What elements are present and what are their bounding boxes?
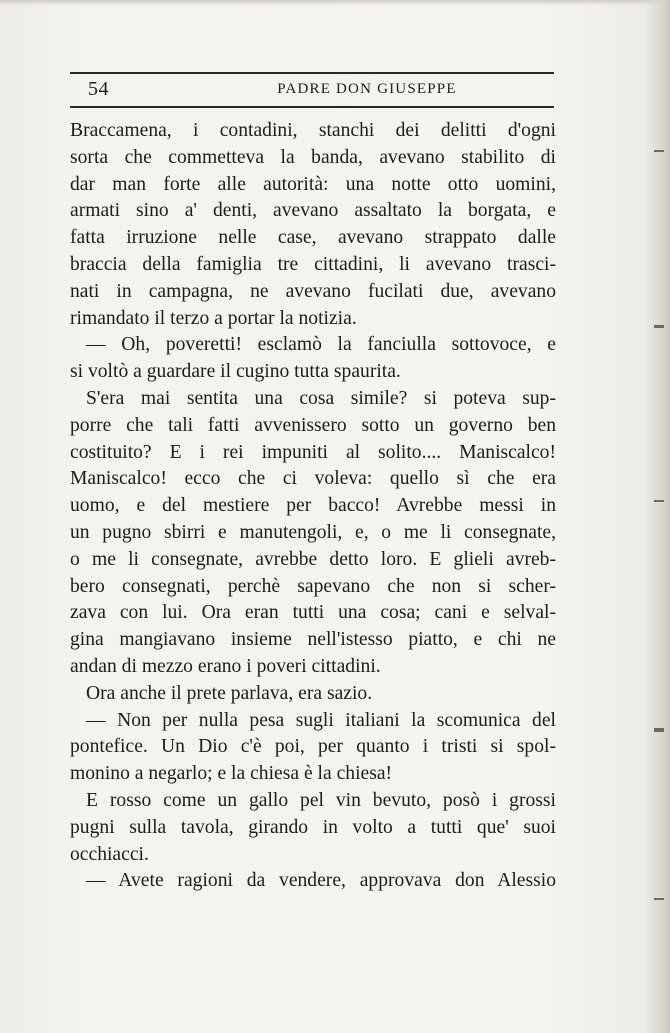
text-line: costituito? E i rei impuniti al solito.... Maniscalco! — [70, 441, 556, 463]
margin-mark — [654, 728, 664, 732]
text-line: nati in campagna, ne avevano fucilati due, avevano — [70, 280, 556, 302]
text-line: andan di mezzo erano i poveri cittadini. — [70, 655, 381, 677]
text-line: sorta che commetteva la banda, avevano stabilito di — [70, 146, 556, 168]
text-line: rimandato il terzo a portar la notizia. — [70, 307, 357, 329]
text-line: armati sino a' denti, avevano assaltato la borgata, e — [70, 200, 556, 222]
running-header — [70, 72, 554, 110]
text-line: — Non per nulla pesa sugli italiani la scomunica del — [86, 709, 556, 731]
text-line: si voltò a guardare il cugino tutta spaurita. — [70, 361, 401, 383]
text-line: uomo, e del mestiere per bacco! Avrebbe messi in — [70, 495, 556, 517]
text-line: Braccamena, i contadini, stanchi dei delitti d'ogni — [70, 120, 556, 141]
text-line: — Oh, poveretti! esclamò la fanciulla sottovoce, e — [86, 334, 556, 356]
header-rule-bottom — [70, 106, 554, 108]
header-rule-top — [70, 72, 554, 74]
text-line: dar man forte alle autorità: una notte otto uomini, — [70, 173, 556, 195]
text-line: braccia della famiglia tre cittadini, li avevano trasci- — [70, 253, 556, 275]
text-line: S'era mai sentita una cosa simile? si poteva sup- — [86, 387, 556, 409]
text-line: fatta irruzione nelle case, avevano strappato dalle — [70, 227, 556, 249]
margin-mark — [654, 150, 664, 152]
text-line: un pugno sbirri e manutengoli, e, o me li consegnate, — [70, 521, 556, 543]
text-line: zava con lui. Ora eran tutti una cosa; cani e selval- — [70, 602, 556, 624]
text-line: — Avete ragioni da vendere, approvava don Alessio — [86, 870, 556, 892]
text-line: Maniscalco! ecco che ci voleva: quello sì che era — [70, 468, 556, 490]
text-line: bero consegnati, perchè sapevano che non si scher- — [70, 575, 556, 597]
text-line: occhiacci. — [70, 843, 149, 865]
page-top-edge — [0, 0, 670, 6]
body-text — [70, 118, 556, 895]
margin-mark — [654, 898, 664, 900]
text-line: porre che tali fatti avvenissero sotto un governo ben — [70, 414, 556, 436]
running-title: PADRE DON GIUSEPPE — [277, 81, 457, 97]
margin-mark — [654, 325, 664, 328]
text-line: gina mangiavano insieme nell'istesso piatto, e chi ne — [70, 629, 556, 651]
text-line: pontefice. Un Dio c'è poi, per quanto i tristi si spol- — [70, 736, 556, 758]
text-line: Ora anche il prete parlava, era sazio. — [86, 682, 373, 704]
margin-mark — [654, 500, 664, 502]
page-right-edge — [644, 0, 670, 1033]
text-line: pugni sulla tavola, girando in volto a tutti que' suoi — [70, 816, 556, 838]
page-number: 54 — [88, 78, 109, 100]
text-line: E rosso come un gallo pel vin bevuto, posò i grossi — [86, 789, 556, 811]
text-line: monino a negarlo; e la chiesa è la chiesa! — [70, 763, 393, 785]
text-line: o me li consegnate, avrebbe detto loro. E glieli avreb- — [70, 548, 556, 570]
